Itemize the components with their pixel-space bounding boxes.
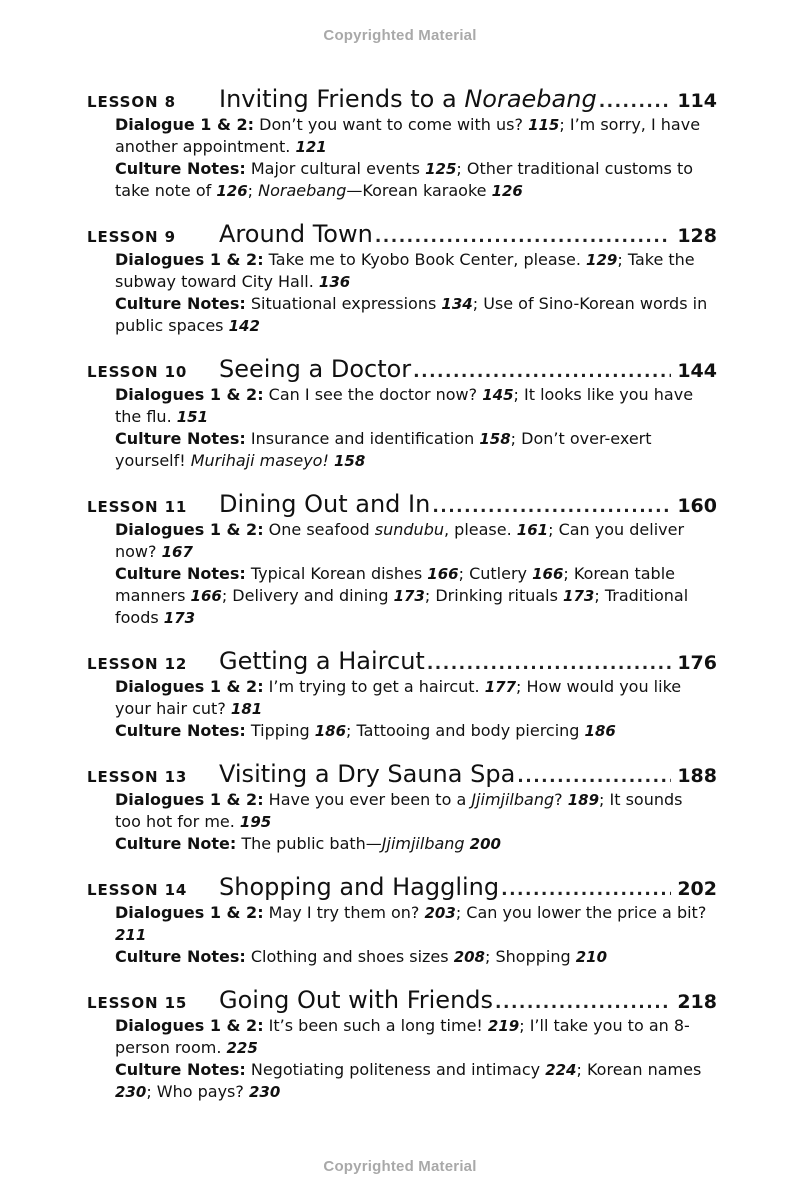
page-ref[interactable]: 129 bbox=[586, 251, 618, 269]
page-ref[interactable]: 225 bbox=[226, 1039, 258, 1057]
page-ref[interactable]: 151 bbox=[176, 408, 209, 426]
culture-notes-line bbox=[115, 563, 710, 629]
section-label: Dialogue 1 & 2: bbox=[115, 115, 255, 134]
lesson-number: LESSON 8 bbox=[87, 93, 176, 111]
section-label: Dialogues 1 & 2: bbox=[115, 790, 264, 809]
text-run: ; bbox=[247, 181, 259, 200]
lesson-details bbox=[115, 789, 710, 855]
lesson-number: LESSON 15 bbox=[87, 994, 188, 1012]
lesson-title[interactable] bbox=[219, 489, 430, 519]
text-run: ; Can you lower the price a bit? bbox=[455, 903, 707, 922]
section-label: Culture Notes: bbox=[115, 429, 246, 448]
lesson-page-number[interactable]: 218 bbox=[677, 991, 717, 1013]
lesson-details bbox=[115, 1015, 710, 1103]
page-ref[interactable]: 161 bbox=[516, 521, 549, 539]
page-ref[interactable]: 181 bbox=[230, 700, 263, 718]
text-run: Take me to Kyobo Book Center, please. bbox=[263, 250, 587, 269]
section-label: Culture Notes: bbox=[115, 721, 246, 740]
text-run: Getting a Haircut bbox=[219, 647, 425, 675]
page-ref[interactable]: 166 bbox=[532, 565, 564, 583]
italic-term: Noraebang bbox=[464, 85, 597, 113]
page-ref[interactable]: 186 bbox=[314, 722, 347, 740]
text-run: Insurance and identification bbox=[245, 429, 480, 448]
lesson-details bbox=[115, 676, 710, 742]
lesson-entry bbox=[87, 872, 717, 968]
section-label: Culture Notes: bbox=[115, 159, 246, 178]
text-run: ; Korean names bbox=[576, 1060, 702, 1079]
culture-notes-line bbox=[115, 1059, 710, 1103]
page-ref[interactable]: 219 bbox=[487, 1017, 520, 1035]
italic-term: Murihaji maseyo! bbox=[190, 451, 329, 470]
page-ref[interactable]: 166 bbox=[427, 565, 459, 583]
page-ref[interactable]: 136 bbox=[318, 273, 351, 291]
lesson-heading[interactable] bbox=[87, 84, 717, 114]
dot-leader bbox=[495, 988, 671, 1018]
lesson-heading[interactable] bbox=[87, 646, 717, 676]
text-run: —Korean karaoke bbox=[346, 181, 492, 200]
culture-notes-line bbox=[115, 946, 710, 968]
text-run: The public bath— bbox=[236, 834, 382, 853]
italic-term: Noraebang bbox=[258, 181, 347, 200]
text-run: Negotiating politeness and intimacy bbox=[245, 1060, 546, 1079]
lesson-title[interactable] bbox=[219, 985, 493, 1015]
text-run: ; Other traditional customs to take note of bbox=[115, 159, 694, 200]
text-run: ; Tattooing and body piercing bbox=[346, 721, 585, 740]
text-run: ; Take the subway toward City Hall. bbox=[115, 250, 695, 291]
lesson-page-number[interactable]: 176 bbox=[677, 652, 717, 674]
lesson-heading[interactable] bbox=[87, 759, 717, 789]
page-ref[interactable]: 167 bbox=[161, 543, 193, 561]
lesson-heading[interactable] bbox=[87, 219, 717, 249]
dialogues-line bbox=[115, 384, 710, 428]
text-run: ; Delivery and dining bbox=[221, 586, 394, 605]
lesson-title[interactable] bbox=[219, 354, 411, 384]
lesson-title[interactable] bbox=[219, 759, 515, 789]
culture-notes-line bbox=[115, 293, 710, 337]
lesson-number: LESSON 14 bbox=[87, 881, 188, 899]
text-run: Dining Out and In bbox=[219, 490, 431, 518]
page-ref[interactable]: 115 bbox=[528, 116, 560, 134]
page-ref[interactable]: 166 bbox=[190, 587, 222, 605]
dialogues-line bbox=[115, 249, 710, 293]
text-run: ; Can you deliver now? bbox=[115, 520, 685, 561]
text-run: One seafood bbox=[263, 520, 375, 539]
page-ref[interactable]: 173 bbox=[163, 609, 196, 627]
lesson-number: LESSON 12 bbox=[87, 655, 188, 673]
text-run: Major cultural events bbox=[245, 159, 426, 178]
text-run: ; Use of Sino-Korean words in public spaces bbox=[115, 294, 708, 335]
text-run: ; Traditional foods bbox=[115, 586, 689, 627]
text-run: ; Shopping bbox=[485, 947, 576, 966]
text-run: ; I’ll take you to an 8-person room. bbox=[115, 1016, 690, 1057]
section-label: Dialogues 1 & 2: bbox=[115, 677, 264, 696]
table-of-contents bbox=[87, 84, 717, 1103]
page-ref[interactable]: 230 bbox=[115, 1083, 147, 1101]
page-ref[interactable]: 195 bbox=[239, 813, 272, 831]
copyright-watermark-top: Copyrighted Material bbox=[323, 27, 477, 44]
section-label: Culture Notes: bbox=[115, 1060, 246, 1079]
text-run: ; Cutlery bbox=[458, 564, 533, 583]
lesson-details bbox=[115, 114, 710, 202]
copyright-watermark-bottom: Copyrighted Material bbox=[323, 1158, 477, 1175]
section-label: Culture Notes: bbox=[115, 947, 246, 966]
lesson-heading[interactable] bbox=[87, 489, 717, 519]
page-ref[interactable]: 200 bbox=[469, 835, 501, 853]
text-run: , please. bbox=[444, 520, 517, 539]
culture-notes-line bbox=[115, 833, 710, 855]
page-ref[interactable]: 121 bbox=[295, 138, 327, 156]
lesson-heading[interactable] bbox=[87, 872, 717, 902]
section-label: Dialogues 1 & 2: bbox=[115, 250, 264, 269]
lesson-page-number[interactable]: 128 bbox=[677, 225, 717, 247]
text-run: Around Town bbox=[219, 220, 373, 248]
dialogues-line bbox=[115, 789, 710, 833]
text-run: ; I’m sorry, I have another appointment. bbox=[115, 115, 701, 156]
lesson-entry bbox=[87, 219, 717, 337]
text-run: May I try them on? bbox=[263, 903, 425, 922]
page-ref[interactable]: 210 bbox=[575, 948, 608, 966]
page-ref[interactable]: 158 bbox=[333, 452, 366, 470]
text-run: Visiting a Dry Sauna Spa bbox=[219, 760, 516, 788]
section-label: Dialogues 1 & 2: bbox=[115, 903, 264, 922]
text-run: Shopping and Haggling bbox=[219, 873, 500, 901]
page-ref[interactable]: 230 bbox=[248, 1083, 281, 1101]
page-ref[interactable]: 211 bbox=[115, 926, 147, 944]
text-run: Can I see the doctor now? bbox=[263, 385, 483, 404]
text-run: ? bbox=[554, 790, 568, 809]
page-ref[interactable]: 142 bbox=[228, 317, 260, 335]
page-ref[interactable]: 208 bbox=[453, 948, 485, 966]
section-label: Culture Notes: bbox=[115, 294, 246, 313]
dialogues-line bbox=[115, 519, 710, 563]
text-run: ; It sounds too hot for me. bbox=[115, 790, 683, 831]
page-ref[interactable]: 134 bbox=[441, 295, 473, 313]
lesson-details bbox=[115, 519, 710, 629]
text-run: Typical Korean dishes bbox=[245, 564, 428, 583]
dialogues-line bbox=[115, 114, 710, 158]
lesson-details bbox=[115, 384, 710, 472]
page-ref[interactable]: 203 bbox=[424, 904, 456, 922]
lesson-title[interactable] bbox=[219, 646, 425, 676]
lesson-entry bbox=[87, 759, 717, 855]
dot-leader bbox=[413, 357, 671, 387]
lesson-number: LESSON 9 bbox=[87, 228, 176, 246]
dot-leader bbox=[599, 87, 672, 117]
lesson-entry bbox=[87, 646, 717, 742]
italic-term: Jjimjilbang bbox=[381, 834, 465, 853]
text-run: Going Out with Friends bbox=[219, 986, 494, 1014]
dialogues-line bbox=[115, 1015, 710, 1059]
lesson-heading[interactable] bbox=[87, 985, 717, 1015]
lesson-entry bbox=[87, 354, 717, 472]
text-run: ; It looks like you have the flu. bbox=[115, 385, 694, 426]
section-label: Dialogues 1 & 2: bbox=[115, 1016, 264, 1035]
lesson-details bbox=[115, 902, 710, 968]
text-run: ; Drinking rituals bbox=[424, 586, 564, 605]
text-run: Situational expressions bbox=[245, 294, 442, 313]
section-label: Dialogues 1 & 2: bbox=[115, 385, 264, 404]
lesson-title[interactable] bbox=[219, 872, 499, 902]
text-run: Inviting Friends to a bbox=[219, 85, 465, 113]
dot-leader bbox=[427, 649, 671, 679]
text-run: It’s been such a long time! bbox=[263, 1016, 488, 1035]
section-label: Dialogues 1 & 2: bbox=[115, 520, 264, 539]
page-ref[interactable]: 126 bbox=[491, 182, 523, 200]
dialogues-line bbox=[115, 902, 710, 946]
page-ref[interactable]: 145 bbox=[482, 386, 514, 404]
text-run: I’m trying to get a haircut. bbox=[263, 677, 485, 696]
dot-leader bbox=[517, 762, 671, 792]
page-ref[interactable]: 173 bbox=[393, 587, 425, 605]
culture-notes-line bbox=[115, 428, 710, 472]
lesson-title[interactable] bbox=[219, 219, 373, 249]
page-ref[interactable]: 177 bbox=[484, 678, 517, 696]
lesson-number: LESSON 13 bbox=[87, 768, 188, 786]
lesson-number: LESSON 10 bbox=[87, 363, 188, 381]
lesson-page-number[interactable]: 160 bbox=[677, 495, 717, 517]
page-ref[interactable]: 126 bbox=[216, 182, 248, 200]
page-ref[interactable]: 224 bbox=[545, 1061, 577, 1079]
text-run: ; Don’t over-exert yourself! bbox=[115, 429, 652, 470]
dialogues-line bbox=[115, 676, 710, 720]
lesson-page-number[interactable]: 114 bbox=[677, 90, 717, 112]
text-run: ; How would you like your hair cut? bbox=[115, 677, 682, 718]
dot-leader bbox=[432, 492, 671, 522]
page-ref[interactable]: 189 bbox=[567, 791, 600, 809]
lesson-page-number[interactable]: 144 bbox=[677, 360, 717, 382]
dot-leader bbox=[501, 875, 671, 905]
text-run: Tipping bbox=[245, 721, 315, 740]
text-run: Have you ever been to a bbox=[263, 790, 472, 809]
lesson-heading[interactable] bbox=[87, 354, 717, 384]
lesson-entry bbox=[87, 84, 717, 202]
dot-leader bbox=[375, 222, 671, 252]
section-label: Culture Note: bbox=[115, 834, 237, 853]
text-run: Seeing a Doctor bbox=[219, 355, 412, 383]
lesson-title[interactable] bbox=[219, 84, 597, 114]
lesson-entry bbox=[87, 489, 717, 629]
italic-term: sundubu bbox=[374, 520, 444, 539]
text-run: ; Korean table manners bbox=[115, 564, 675, 605]
text-run: Clothing and shoes sizes bbox=[245, 947, 454, 966]
culture-notes-line bbox=[115, 158, 710, 202]
italic-term: Jjimjilbang bbox=[471, 790, 555, 809]
lesson-details bbox=[115, 249, 710, 337]
page-ref[interactable]: 186 bbox=[584, 722, 616, 740]
section-label: Culture Notes: bbox=[115, 564, 246, 583]
lesson-number: LESSON 11 bbox=[87, 498, 188, 516]
text-run: Don’t you want to come with us? bbox=[254, 115, 529, 134]
page-ref[interactable]: 173 bbox=[563, 587, 595, 605]
lesson-entry bbox=[87, 985, 717, 1103]
lesson-page-number[interactable]: 188 bbox=[677, 765, 717, 787]
page-ref[interactable]: 125 bbox=[425, 160, 457, 178]
lesson-page-number[interactable]: 202 bbox=[677, 878, 717, 900]
culture-notes-line bbox=[115, 720, 710, 742]
text-run: ; Who pays? bbox=[146, 1082, 249, 1101]
page-ref[interactable]: 158 bbox=[479, 430, 511, 448]
